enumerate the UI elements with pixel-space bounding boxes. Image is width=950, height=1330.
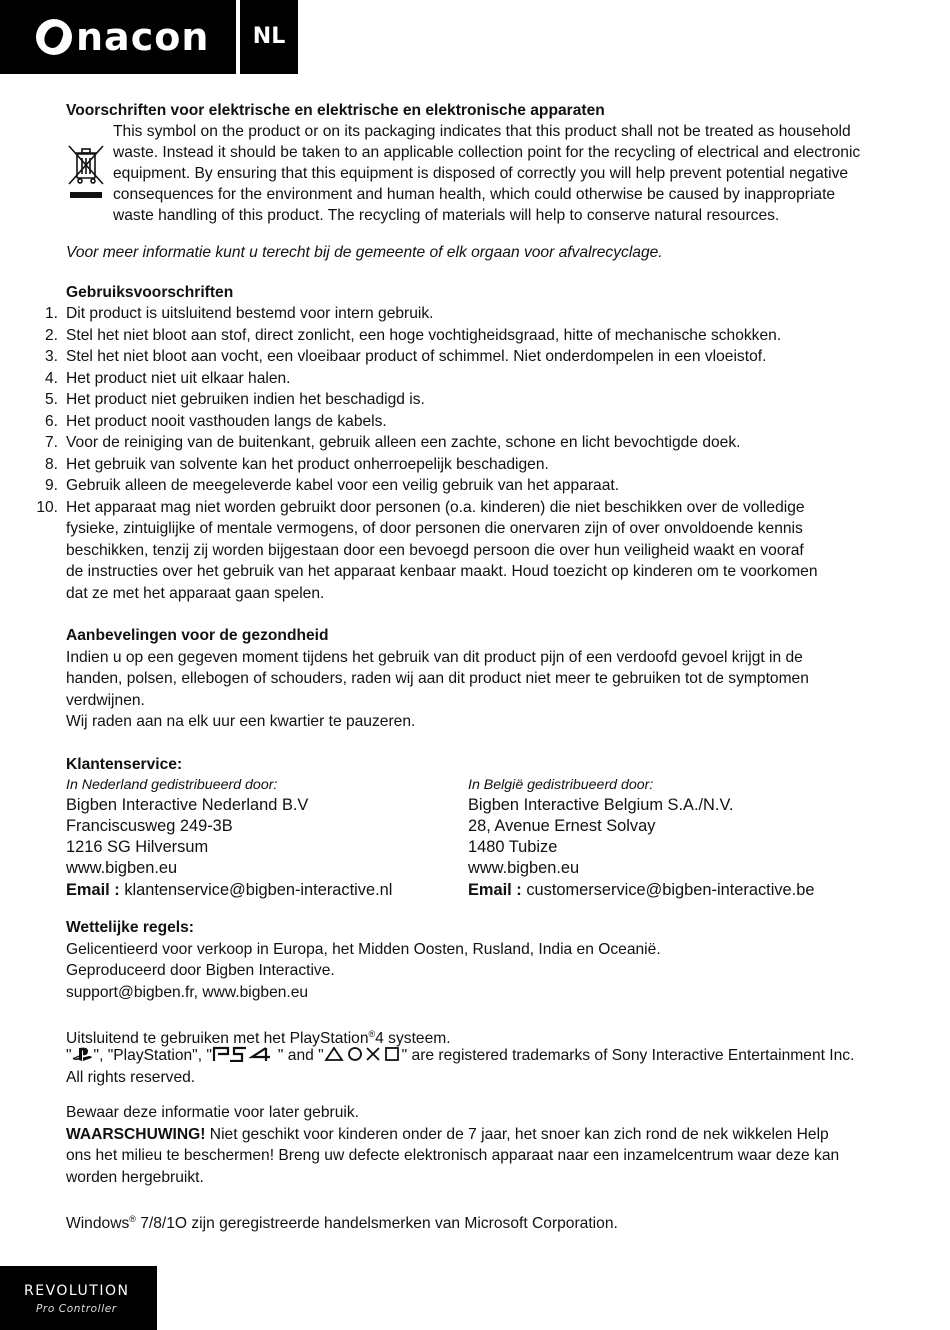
nl-email-link[interactable]: klantenservice@bigben-interactive.nl (124, 881, 393, 899)
language-badge: NL (240, 0, 298, 74)
list-number: 6. (44, 413, 58, 430)
legal-line-1: Gelicentieerd voor verkoop in Europa, het Midden Oosten, Rusland, India en Oceanië. (66, 941, 661, 958)
ps-text-pre: Uitsluitend te gebruiken met het PlayStation (66, 1030, 369, 1048)
warning-line-3: worden hergebruikt. (66, 1169, 204, 1186)
list-number: 9. (44, 477, 58, 494)
health-line-1: Indien u op een gegeven moment tijdens het gebruik van dit product pijn of een verdoofd gevoel krijgt in de (66, 649, 803, 666)
quote-mark: " (66, 1047, 72, 1064)
legal-title: Wettelijke regels: (66, 919, 194, 936)
trademark-text-a: ", "PlayStation", " (93, 1047, 212, 1064)
list-number: 4. (44, 370, 58, 387)
be-company: Bigben Interactive Belgium S.A./N.V. (468, 796, 734, 814)
list-number: 10. (36, 499, 58, 516)
playstation-buttons-icon (324, 1046, 402, 1062)
rights-reserved: All rights reserved. (66, 1069, 196, 1086)
list-item-continuation: fysieke, zintuiglijke of mentale vermogens, of door personen die onervaren zijn of over onvoldoende kennis (66, 520, 803, 537)
list-number: 8. (44, 456, 58, 473)
health-title: Aanbevelingen voor de gezondheid (66, 627, 329, 644)
warning-text: Niet geschikt voor kinderen onder de 7 jaar, het snoer kan zich rond de nek wikkelen Help (205, 1126, 829, 1143)
list-number: 3. (44, 348, 58, 365)
nl-email (66, 880, 392, 901)
list-item: Stel het niet bloot aan vocht, een vloeibaar product of schimmel. Niet onderdompelen in een vloeistof. (66, 348, 767, 365)
warning-label: WAARSCHUWING! (66, 1126, 206, 1143)
be-email-label: Email : (468, 881, 522, 899)
nl-city: 1216 SG Hilversum (66, 838, 209, 856)
be-street: 28, Avenue Ernest Solvay (468, 817, 656, 835)
be-city: 1480 Tubize (468, 838, 558, 856)
windows-trademark (66, 1209, 618, 1235)
win-post: 7/8/1O zijn geregistreerde handelsmerken van Microsoft Corporation. (135, 1215, 618, 1233)
ps4-logo-icon (212, 1046, 278, 1062)
list-item: Het product niet gebruiken indien het beschadigd is. (66, 391, 425, 408)
health-line-2: handen, polsen, ellebogen of schouders, raden wij aan dit product niet meer te gebruiken tot de symptomen (66, 670, 809, 687)
be-email-link[interactable]: customerservice@bigben-interactive.be (526, 881, 815, 899)
registered-mark: ® (368, 1029, 376, 1039)
list-number: 1. (44, 305, 58, 322)
nl-heading: In Nederland gedistribueerd door: (66, 777, 278, 793)
registered-mark: ® (129, 1214, 136, 1224)
usage-title: Gebruiksvoorschriften (66, 284, 234, 301)
list-item: Het product nooit vasthouden langs de kabels. (66, 413, 387, 430)
list-item-continuation: dat ze met het apparaat gaan spelen. (66, 585, 325, 602)
service-title: Klantenservice: (66, 756, 183, 773)
nacon-logo-icon (36, 19, 72, 55)
list-number: 2. (44, 327, 58, 344)
product-subtitle: Pro Controller (36, 1303, 117, 1315)
list-item-continuation: beschikken, tenzij zij worden bijgestaan door een bevoegd persoon die over hun veiligheid waakt en vooraf (66, 542, 804, 559)
nl-website-link[interactable]: www.bigben.eu (66, 859, 178, 877)
health-line-4: Wij raden aan na elk uur een kwartier te pauzeren. (66, 713, 416, 730)
list-item: Gebruik alleen de meegeleverde kabel voor een veilig gebruik van het apparaat. (66, 477, 620, 494)
list-item-continuation: de instructies over het gebruik van het apparaat kenbaar maakt. Houd toezicht op kinderen om te voorkomen (66, 563, 818, 580)
trademark-line (66, 1045, 854, 1066)
nl-street: Franciscusweg 249-3B (66, 817, 233, 835)
be-email (468, 880, 814, 901)
list-item: Voor de reiniging van de buitenkant, gebruik alleen een zachte, schone en licht bevochtigde doek. (66, 434, 741, 451)
trademark-text-b: " and " (277, 1047, 324, 1064)
playstation-logo-icon (72, 1047, 94, 1062)
product-name: REVOLUTION (24, 1283, 130, 1299)
nl-company: Bigben Interactive Nederland B.V (66, 796, 309, 814)
brand-name: nacon (76, 15, 210, 59)
be-heading: In België gedistribueerd door: (468, 777, 654, 793)
weee-line-4: consequences for the environment and human health, which could otherwise be caused by inappropriate (113, 186, 836, 203)
list-number: 7. (44, 434, 58, 451)
legal-line-2: Geproduceerd door Bigben Interactive. (66, 962, 335, 979)
list-item: Het gebruik van solvente kan het product onherroepelijk beschadigen. (66, 456, 549, 473)
win-pre: Windows (66, 1215, 130, 1233)
weee-line-3: equipment. By ensuring that this equipment is disposed of correctly you will help prevent potential negative (113, 165, 849, 182)
keep-info: Bewaar deze informatie voor later gebruik. (66, 1104, 359, 1121)
ps-text-post: 4 systeem. (375, 1030, 451, 1048)
weee-more-info: Voor meer informatie kunt u terecht bij de gemeente of elk orgaan voor afvalrecyclage. (66, 244, 663, 261)
brand-logo (0, 0, 236, 74)
legal-line-3: support@bigben.fr, www.bigben.eu (66, 984, 309, 1001)
crossed-bin-icon (66, 142, 106, 202)
warning-line-1 (66, 1124, 829, 1145)
nl-email-label: Email : (66, 881, 120, 899)
list-item: Het apparaat mag niet worden gebruikt door personen (o.a. kinderen) die niet beschikken over de volledige (66, 499, 805, 516)
warning-line-2: ons het milieu te beschermen! Breng uw defecte elektronisch apparaat naar een inzamelcentrum waar deze kan (66, 1147, 840, 1164)
list-item: Stel het niet bloot aan stof, direct zonlicht, een hoge vochtigheidsgraad, hitte of mechanische schokken. (66, 327, 782, 344)
be-website-link[interactable]: www.bigben.eu (468, 859, 580, 877)
weee-line-2: waste. Instead it should be taken to an applicable collection point for the recycling of electrical and electronic (113, 144, 861, 161)
list-item: Dit product is uitsluitend bestemd voor intern gebruik. (66, 305, 434, 322)
product-footer (0, 1266, 157, 1330)
list-number: 5. (44, 391, 58, 408)
health-line-3: verdwijnen. (66, 692, 145, 709)
trademark-text-c: " are registered trademarks of Sony Interactive Entertainment Inc. (401, 1047, 855, 1064)
weee-line-1: This symbol on the product or on its packaging indicates that this product shall not be treated as household (113, 123, 851, 140)
list-item: Het product niet uit elkaar halen. (66, 370, 291, 387)
weee-title: Voorschriften voor elektrische en elektrische en elektronische apparaten (66, 102, 605, 119)
weee-line-5: waste handling of this product. The recycling of materials will help to conserve natural resources. (113, 207, 780, 224)
